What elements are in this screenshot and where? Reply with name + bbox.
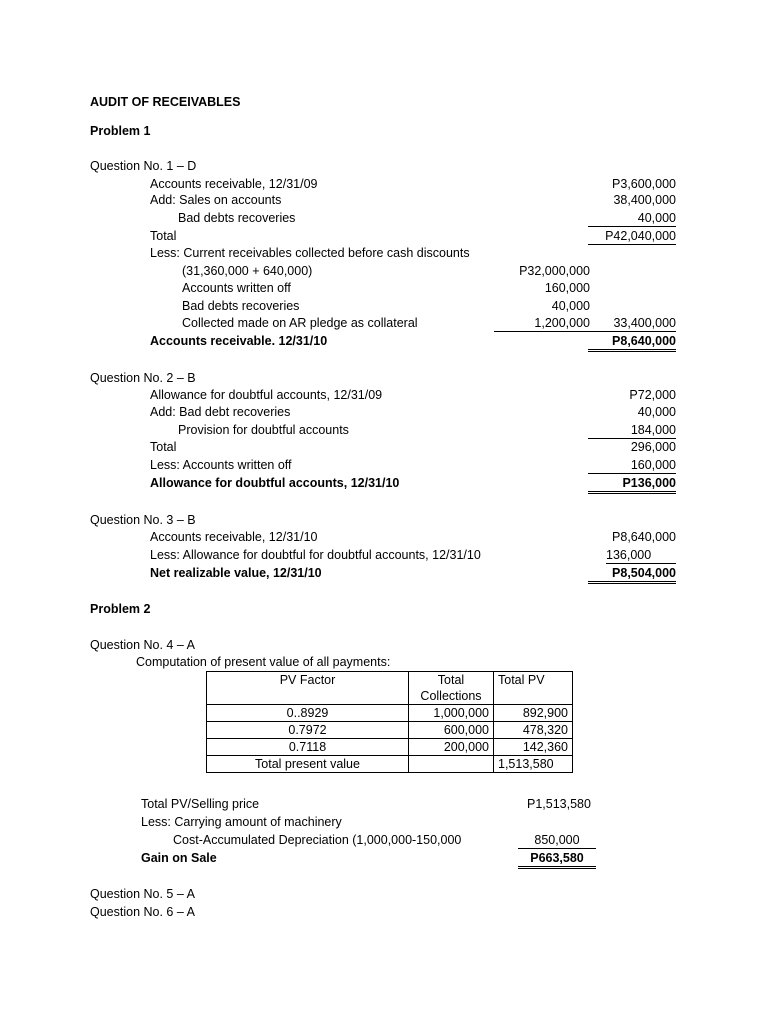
q3-label: Accounts receivable, 12/31/10 (150, 530, 318, 544)
table-total-row (207, 756, 573, 773)
q2-label: Add: Bad debt recoveries (150, 405, 291, 419)
q1-value: P42,040,000 (588, 228, 676, 245)
q4-label: Cost-Accumulated Depreciation (1,000,000-150,000 (173, 833, 462, 847)
q3-heading: Question No. 3 – B (90, 513, 196, 527)
q5-heading: Question No. 5 – A (90, 887, 195, 901)
q1-label: Bad debts recoveries (182, 299, 300, 313)
q1-value: 33,400,000 (588, 315, 676, 332)
q3-value: 136,000 (606, 547, 676, 564)
q1-label: (31,360,000 + 640,000) (182, 264, 313, 278)
total-pv-cell: 478,320 (494, 722, 573, 739)
q1-heading: Question No. 1 – D (90, 159, 197, 173)
problem-1-heading: Problem 1 (90, 124, 151, 138)
q4-label: Gain on Sale (141, 851, 217, 865)
q1-label: Accounts receivable, 12/31/09 (150, 177, 318, 191)
collections-cell: 1,000,000 (409, 705, 494, 722)
q1-label: Add: Sales on accounts (150, 193, 282, 207)
pv-factor-cell: 0..8929 (207, 705, 409, 722)
total-pv-cell: 892,900 (494, 705, 573, 722)
total-present-value-cell: 1,513,580 (494, 756, 573, 773)
q2-label: Provision for doubtful accounts (178, 423, 349, 437)
q1-value: 1,200,000 (494, 315, 590, 332)
q4-label: Less: Carrying amount of machinery (141, 815, 342, 829)
pv-table (206, 671, 573, 773)
total-pv-cell: 142,360 (494, 739, 573, 756)
total-collections-header-line2: Collections (420, 689, 482, 703)
q2-value: 184,000 (588, 422, 676, 439)
q4-intro: Computation of present value of all payments: (136, 655, 391, 669)
total-pv-header: Total PV (494, 672, 573, 705)
q1-value: P8,640,000 (588, 333, 676, 352)
table-row (207, 705, 573, 722)
q2-value: P72,000 (629, 388, 676, 402)
q1-label: Less: Current receivables collected before cash discounts (150, 246, 470, 260)
doc-title: AUDIT OF RECEIVABLES (90, 95, 241, 109)
q2-value: P136,000 (588, 475, 676, 494)
pv-factor-header: PV Factor (207, 672, 409, 705)
q4-heading: Question No. 4 – A (90, 638, 195, 652)
total-collections-header (409, 672, 494, 705)
q1-label: Accounts written off (182, 281, 291, 295)
table-row (207, 722, 573, 739)
q3-value: P8,504,000 (588, 565, 676, 584)
q4-label: Total PV/Selling price (141, 797, 260, 811)
total-collections-header-line1: Total (437, 673, 465, 687)
q2-label: Allowance for doubtful accounts, 12/31/10 (150, 476, 400, 490)
q1-label: Accounts receivable. 12/31/10 (150, 334, 328, 348)
q1-label: Total (150, 229, 177, 243)
total-present-value-label: Total present value (207, 756, 409, 773)
q1-label: Collected made on AR pledge as collateral (182, 316, 418, 330)
pv-factor-cell: 0.7118 (207, 739, 409, 756)
q2-label: Allowance for doubtful accounts, 12/31/09 (150, 388, 383, 402)
q3-label: Less: Allowance for doubtful for doubtful accounts, 12/31/10 (150, 548, 481, 562)
collections-cell: 600,000 (409, 722, 494, 739)
q4-value: P1,513,580 (527, 797, 591, 811)
q1-value: 38,400,000 (613, 193, 676, 207)
q1-value: P32,000,000 (519, 264, 590, 278)
q2-label: Total (150, 440, 177, 454)
q3-value: P8,640,000 (612, 530, 676, 544)
q2-heading: Question No. 2 – B (90, 371, 196, 385)
q2-label: Less: Accounts written off (150, 458, 292, 472)
collections-cell: 200,000 (409, 739, 494, 756)
table-row (207, 739, 573, 756)
q1-label: Bad debts recoveries (178, 211, 296, 225)
q3-label: Net realizable value, 12/31/10 (150, 566, 322, 580)
q2-value: 296,000 (630, 440, 676, 454)
problem-2-heading: Problem 2 (90, 602, 151, 616)
pv-factor-cell: 0.7972 (207, 722, 409, 739)
q1-value: P3,600,000 (612, 177, 676, 191)
q4-value: 850,000 (518, 832, 596, 849)
q2-value: 40,000 (637, 405, 676, 419)
q1-value: 40,000 (588, 210, 676, 227)
pv-table-header (207, 672, 573, 705)
empty-cell (409, 756, 494, 773)
q2-value: 160,000 (588, 457, 676, 474)
q4-value: P663,580 (518, 850, 596, 869)
q1-value: 160,000 (544, 281, 590, 295)
q1-value: 40,000 (551, 299, 590, 313)
q6-heading: Question No. 6 – A (90, 905, 195, 919)
